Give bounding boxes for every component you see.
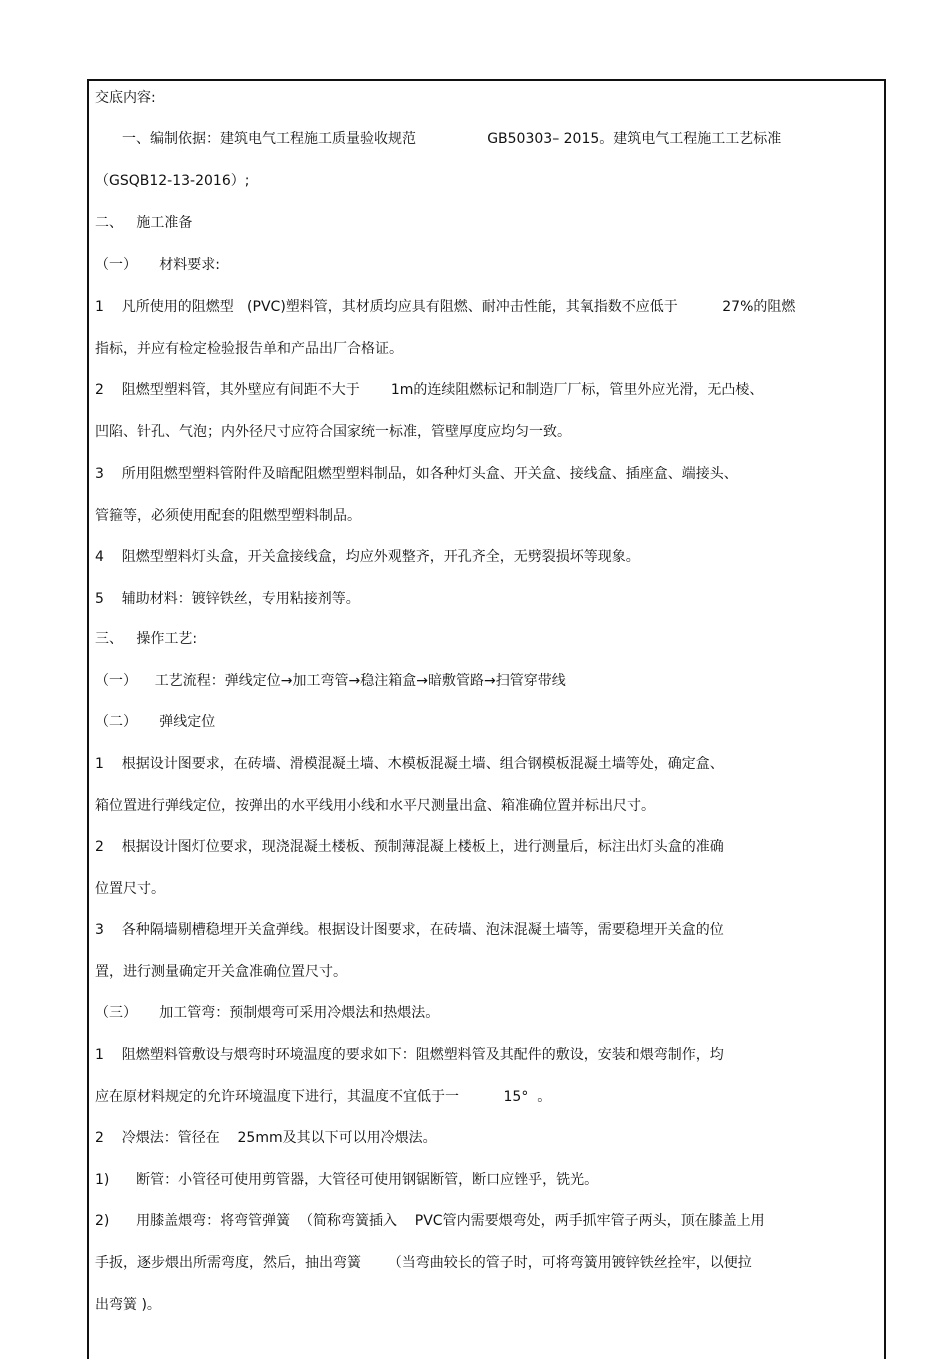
text-line: （三） 加工管弯：预制煨弯可采用冷煨法和热煨法。: [95, 1005, 440, 1021]
text-line: 1 根据设计图要求，在砖墙、滑模混凝土墙、木模板混凝土墙、组合钢模板混凝土墙等处，确定盒、: [95, 756, 724, 772]
text-line: 2 阻燃型塑料管，其外壁应有间距不大于 1m的连续阻燃标记和制造厂厂标，管里外应光滑，无凸棱、: [95, 382, 764, 398]
text-line: 二、 施工准备: [95, 215, 193, 231]
section-heading: 交底内容:: [95, 90, 156, 106]
text-line: 2) 用膝盖煨弯：将弯管弹簧 （简称弯簧插入 PVC管内需要煨弯处，两手抓牢管子两头，顶在膝盖上用: [95, 1213, 765, 1229]
text-line: 4 阻燃型塑料灯头盒，开关盒接线盒，均应外观整齐，开孔齐全，无劈裂损坏等现象。: [95, 549, 640, 565]
text-line: 箱位置进行弹线定位，按弹出的水平线用小线和水平尺测量出盒、箱准确位置并标出尺寸。: [95, 798, 655, 814]
text-line: 手扳，逐步煨出所需弯度，然后，抽出弯簧 （当弯曲较长的管子时，可将弯簧用镀锌铁丝拴牢，以便拉: [95, 1255, 752, 1271]
text-line: 3 各种隔墙剔槽稳埋开关盒弹线。根据设计图要求，在砖墙、泡沫混凝土墙等，需要稳埋开关盒的位: [95, 922, 724, 938]
text-line: 指标，并应有检定检验报告单和产品出厂合格证。: [95, 341, 403, 357]
text-line: 一、编制依据：建筑电气工程施工质量验收规范 GB50303– 2015。建筑电气工程施工工艺标准: [122, 131, 782, 147]
text-line: 管箍等，必须使用配套的阻燃型塑料制品。: [95, 508, 361, 524]
text-line: 出弯簧 )。: [95, 1297, 161, 1313]
text-line: （二） 弹线定位: [95, 714, 216, 730]
text-line: 三、 操作工艺:: [95, 631, 198, 647]
text-line: （GSQB12-13-2016）;: [95, 173, 250, 189]
text-line: 1) 断管：小管径可使用剪管器，大管径可使用钢锯断管，断口应锉乎，铣光。: [95, 1172, 599, 1188]
text-line: 1 凡所使用的阻燃型 (PVC)塑料管，其材质均应具有阻燃、耐冲击性能，其氧指数不应低于 27%的阻燃: [95, 299, 796, 315]
text-line: 2 根据设计图灯位要求，现浇混凝土楼板、预制薄混凝上楼板上，进行测量后，标注出灯头盒的准确: [95, 839, 724, 855]
text-line: 置，进行测量确定开关盒准确位置尺寸。: [95, 964, 347, 980]
text-line: 应在原材料规定的允许环境温度下进行，其温度不宜低于一 15° 。: [95, 1089, 552, 1105]
text-line: 位置尺寸。: [95, 881, 165, 897]
text-line: 5 辅助材料：镀锌铁丝，专用粘接剂等。: [95, 591, 360, 607]
text-line: 凹陷、针孔、气泡；内外径尺寸应符合国家统一标准，管壁厚度应均匀一致。: [95, 424, 571, 440]
text-line: 1 阻燃塑料管敷设与煨弯时环境温度的要求如下：阻燃塑料管及其配件的敷设，安装和煨弯制作，均: [95, 1047, 724, 1063]
text-line: （一） 材料要求:: [95, 257, 220, 273]
text-line: （一） 工艺流程：弹线定位→加工弯管→稳注箱盒→暗敷管路→扫管穿带线: [95, 673, 566, 689]
text-line: 2 冷煨法：管径在 25mm及其以下可以用冷煨法。: [95, 1130, 437, 1146]
text-line: 3 所用阻燃型塑料管附件及暗配阻燃型塑料制品，如各种灯头盒、开关盒、接线盒、插座盒、端接头、: [95, 466, 738, 482]
